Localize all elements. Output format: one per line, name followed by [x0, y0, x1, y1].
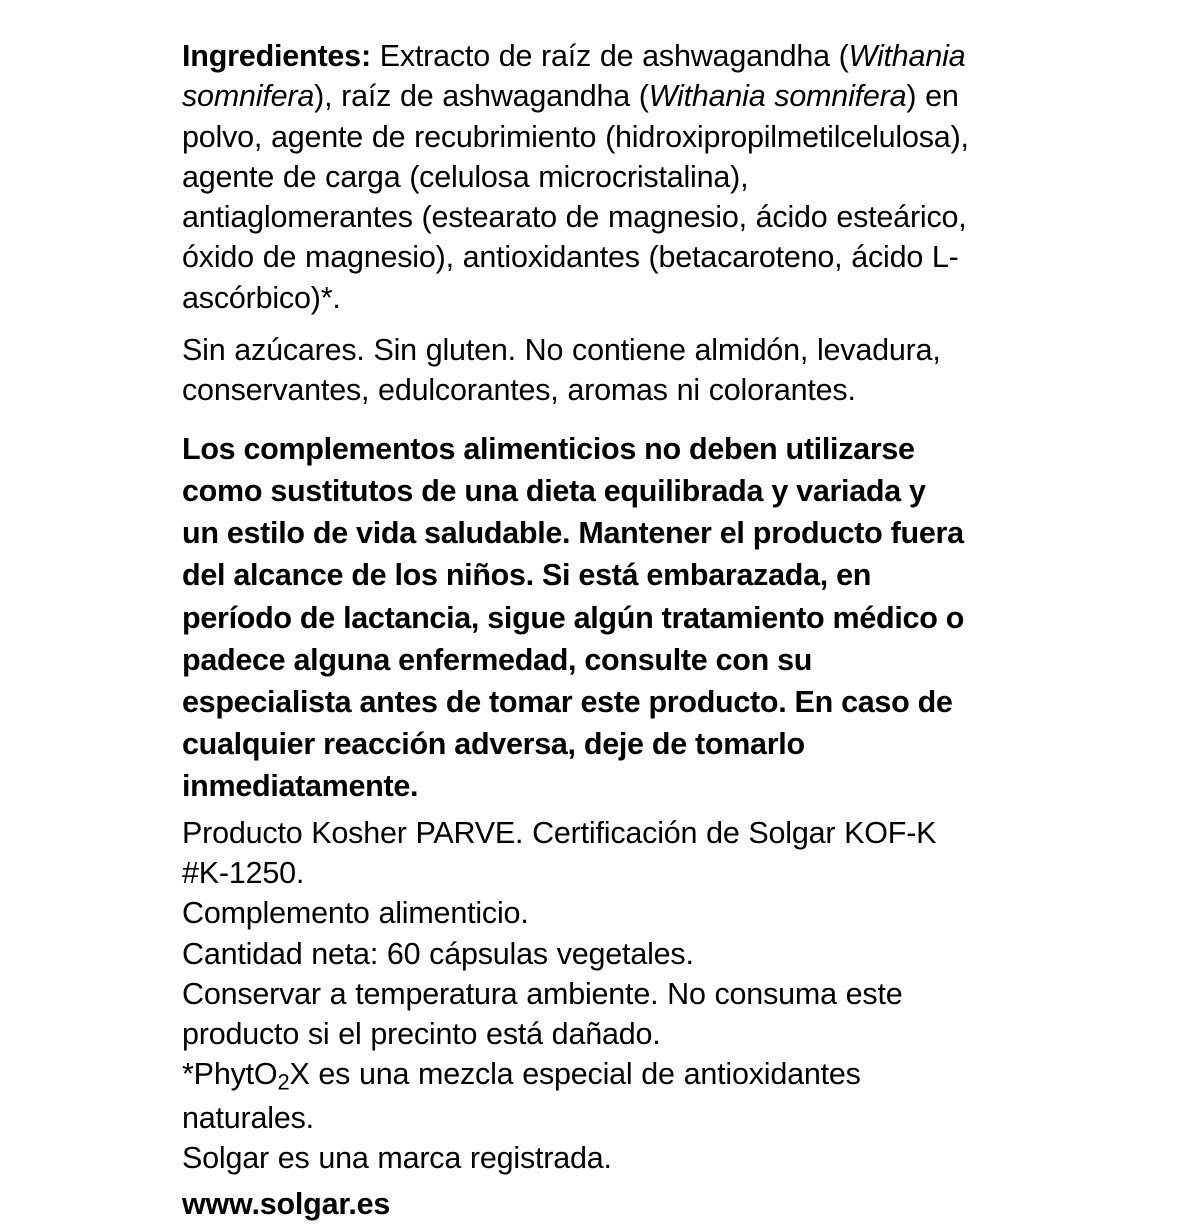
free-from-paragraph: Sin azúcares. Sin gluten. No contiene almidón, levadura, conservantes, edulcorantes, aromas ni colorantes. — [182, 332, 941, 407]
phytox-footnote — [182, 1054, 970, 1138]
ingredients-text-part2: ), raíz de ashwagandha ( — [314, 79, 649, 114]
ingredients-paragraph — [182, 36, 970, 318]
website-link[interactable]: www.solgar.es — [182, 1187, 391, 1222]
ingredients-text-part3: ) en polvo, agente de recubrimiento (hidroxipropilmetilcelulosa), agente de carga (celulosa microcristalina), antiaglomerantes (estearato de magnesio, ácido esteárico, óxido de magnesio), antioxidantes (betacaroteno, ácido L-ascórbico)*. — [182, 79, 969, 315]
phytox-footnote-prefix: *PhytO — [182, 1057, 278, 1092]
supplement-statement: Complemento alimenticio. — [182, 896, 529, 931]
phytox-footnote-suffix: X es una mezcla especial de antioxidantes naturales. — [182, 1057, 861, 1135]
ingredients-latin-name-2: Withania somnifera — [648, 79, 907, 114]
ingredients-text-part1: Extracto de raíz de ashwagandha ( — [379, 39, 849, 73]
trademark-statement: Solgar es una marca registrada. — [182, 1141, 612, 1176]
ingredients-heading: Ingredientes: — [182, 39, 371, 73]
storage-instructions: Conservar a temperatura ambiente. No consuma este producto si el precinto está dañado. — [182, 976, 903, 1052]
phytox-footnote-subscript: 2 — [277, 1069, 290, 1095]
net-quantity-statement: Cantidad neta: 60 cápsulas vegetales. — [182, 936, 694, 971]
ingredients-latin-name-1: Withania somnifera — [182, 39, 966, 114]
warning-paragraph: Los complementos alimenticios no deben utilizarse como sustitutos de una dieta equilibrada y variada y un estilo de vida saludable. Mantener el producto fuera del alcance de los niños. Si está embarazada, en período de lactancia, sigue algún tratamiento médico o padece alguna enfermedad, consulte con su especialista antes de tomar este producto. En caso de cualquier reacción adversa, deje de tomarlo inmediatamente. — [182, 432, 965, 803]
kosher-certification-paragraph: Producto Kosher PARVE. Certificación de Solgar KOF-K #K-1250. — [182, 815, 937, 891]
